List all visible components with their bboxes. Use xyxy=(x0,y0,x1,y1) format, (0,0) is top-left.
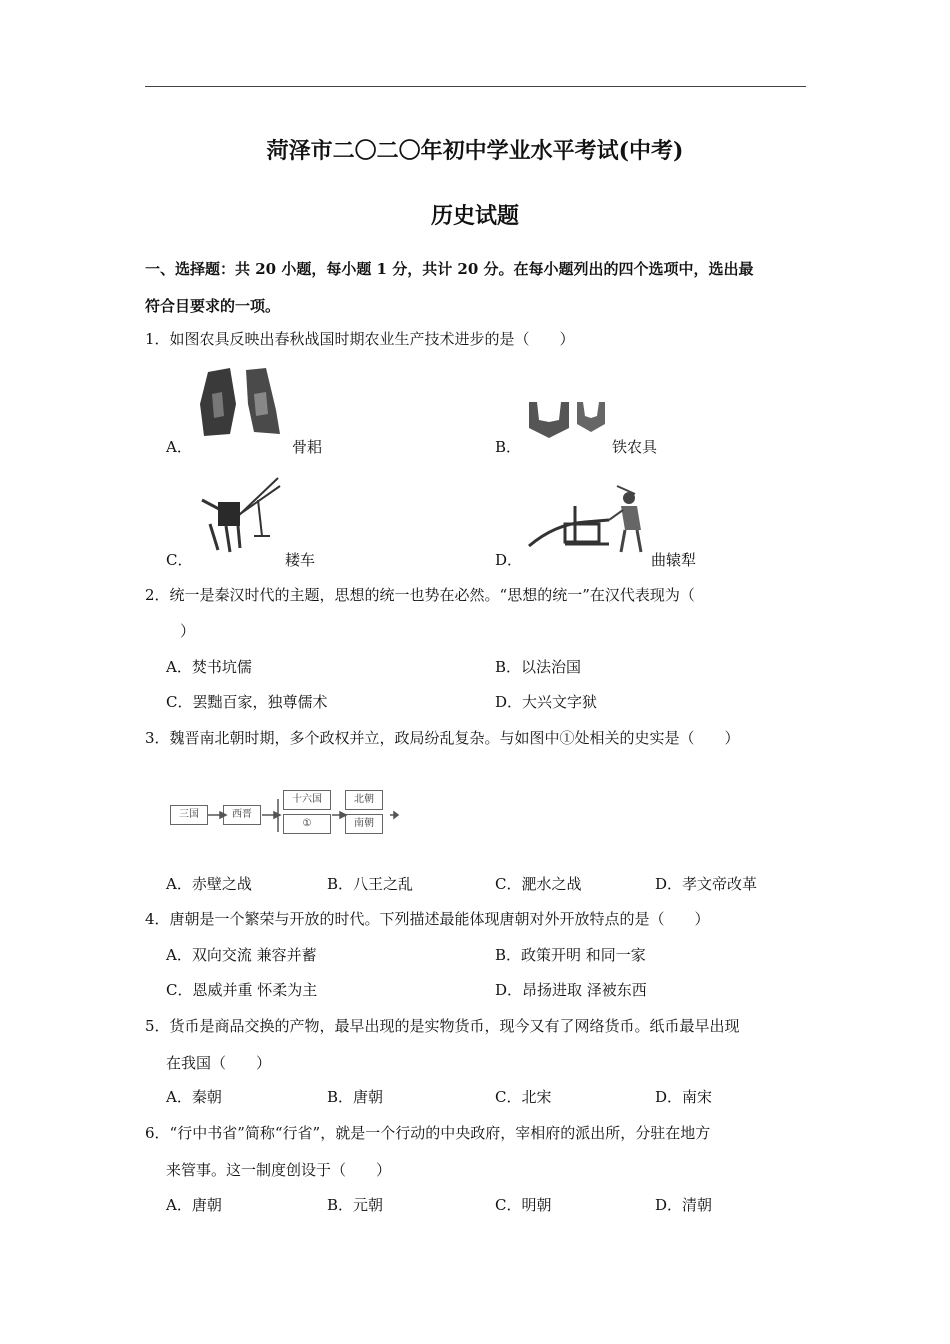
q3-option-d[interactable]: D．孝文帝改革 xyxy=(655,875,758,893)
q1-option-d-letter[interactable]: D． xyxy=(495,551,523,569)
q5-option-c[interactable]: C．北宋 xyxy=(495,1088,552,1106)
q1-option-a-letter[interactable]: A． xyxy=(166,438,192,456)
q1-stem: 1．如图农具反映出春秋战国时期农业生产技术进步的是（ ） xyxy=(145,330,575,348)
flow-box-three-kingdoms: 三国 xyxy=(170,805,208,825)
q5-option-d[interactable]: D．南宋 xyxy=(655,1088,713,1106)
q1-option-b-letter[interactable]: B． xyxy=(495,438,522,456)
exam-subtitle: 历史试题 xyxy=(430,203,519,229)
q1-option-c-letter[interactable]: C． xyxy=(166,551,193,569)
q1-option-b-caption: 铁农具 xyxy=(612,438,658,456)
q6-option-d[interactable]: D．清朝 xyxy=(655,1196,713,1214)
q2-option-b[interactable]: B．以法治国 xyxy=(495,658,582,676)
flow-box-southern-dynasties: 南朝 xyxy=(345,814,383,834)
q2-option-d[interactable]: D．大兴文字狱 xyxy=(495,693,598,711)
q2-option-a[interactable]: A．焚书坑儒 xyxy=(166,658,252,676)
q4-option-a[interactable]: A．双向交流 兼容并蓄 xyxy=(166,946,317,964)
flow-arrows xyxy=(160,780,400,840)
q6-option-a[interactable]: A．唐朝 xyxy=(166,1196,222,1214)
iron-tools-image xyxy=(525,398,607,440)
q3-option-a[interactable]: A．赤壁之战 xyxy=(166,875,252,893)
q3-stem: 3．魏晋南北朝时期，多个政权并立，政局纷乱复杂。与如图中①处相关的史实是（ ） xyxy=(145,729,740,747)
section-instruction-line1: 一、选择题：共 20 小题，每小题 1 分，共计 20 分。在每小题列出的四个选项中，选出最 xyxy=(145,260,754,278)
q4-option-c[interactable]: C．恩威并重 怀柔为主 xyxy=(166,981,318,999)
q1-option-d-caption: 曲辕犁 xyxy=(651,551,697,569)
q5-option-b[interactable]: B．唐朝 xyxy=(327,1088,384,1106)
q5-option-a[interactable]: A．秦朝 xyxy=(166,1088,222,1106)
q6-stem-line1: 6．“行中书省”简称“行省”，就是一个行动的中央政府，宰相府的派出所，分驻在地方 xyxy=(145,1124,711,1142)
q4-option-d[interactable]: D．昂扬进取 泽被东西 xyxy=(495,981,647,999)
bone-spade-image xyxy=(196,364,286,438)
q2-stem-line2: ） xyxy=(180,622,196,640)
q4-stem: 4．唐朝是一个繁荣与开放的时代。下列描述最能体现唐朝对外开放特点的是（ ） xyxy=(145,910,710,928)
q3-option-c[interactable]: C．淝水之战 xyxy=(495,875,582,893)
q6-option-c[interactable]: C．明朝 xyxy=(495,1196,552,1214)
q6-stem-line2: 来管事。这一制度创设于（ ） xyxy=(166,1161,392,1179)
flow-box-sixteen-kingdoms: 十六国 xyxy=(283,790,331,810)
seed-drill-image xyxy=(196,474,282,554)
flow-box-blank: ① xyxy=(283,814,331,834)
q1-option-c-caption: 耧车 xyxy=(285,551,316,569)
q2-option-c[interactable]: C．罢黜百家，独尊儒术 xyxy=(166,693,328,711)
header-rule xyxy=(145,86,806,87)
section-instruction-line2: 符合目要求的一项。 xyxy=(145,297,281,315)
q1-option-a-caption: 骨耜 xyxy=(292,438,323,456)
q5-stem-line2: 在我国（ ） xyxy=(166,1054,272,1072)
q6-option-b[interactable]: B．元朝 xyxy=(327,1196,384,1214)
curved-plough-image xyxy=(525,484,649,556)
flow-box-western-jin: 西晋 xyxy=(223,805,261,825)
q5-stem-line1: 5．货币是商品交换的产物，最早出现的是实物货币，现今又有了网络货币。纸币最早出现 xyxy=(145,1017,740,1035)
q2-stem-line1: 2．统一是秦汉时代的主题，思想的统一也势在必然。“思想的统一”在汉代表现为（ xyxy=(145,586,695,604)
exam-title: 菏泽市二〇二〇年初中学业水平考试(中考) xyxy=(266,138,684,164)
q4-option-b[interactable]: B．政策开明 和同一家 xyxy=(495,946,646,964)
q3-option-b[interactable]: B．八王之乱 xyxy=(327,875,414,893)
flow-box-northern-dynasties: 北朝 xyxy=(345,790,383,810)
